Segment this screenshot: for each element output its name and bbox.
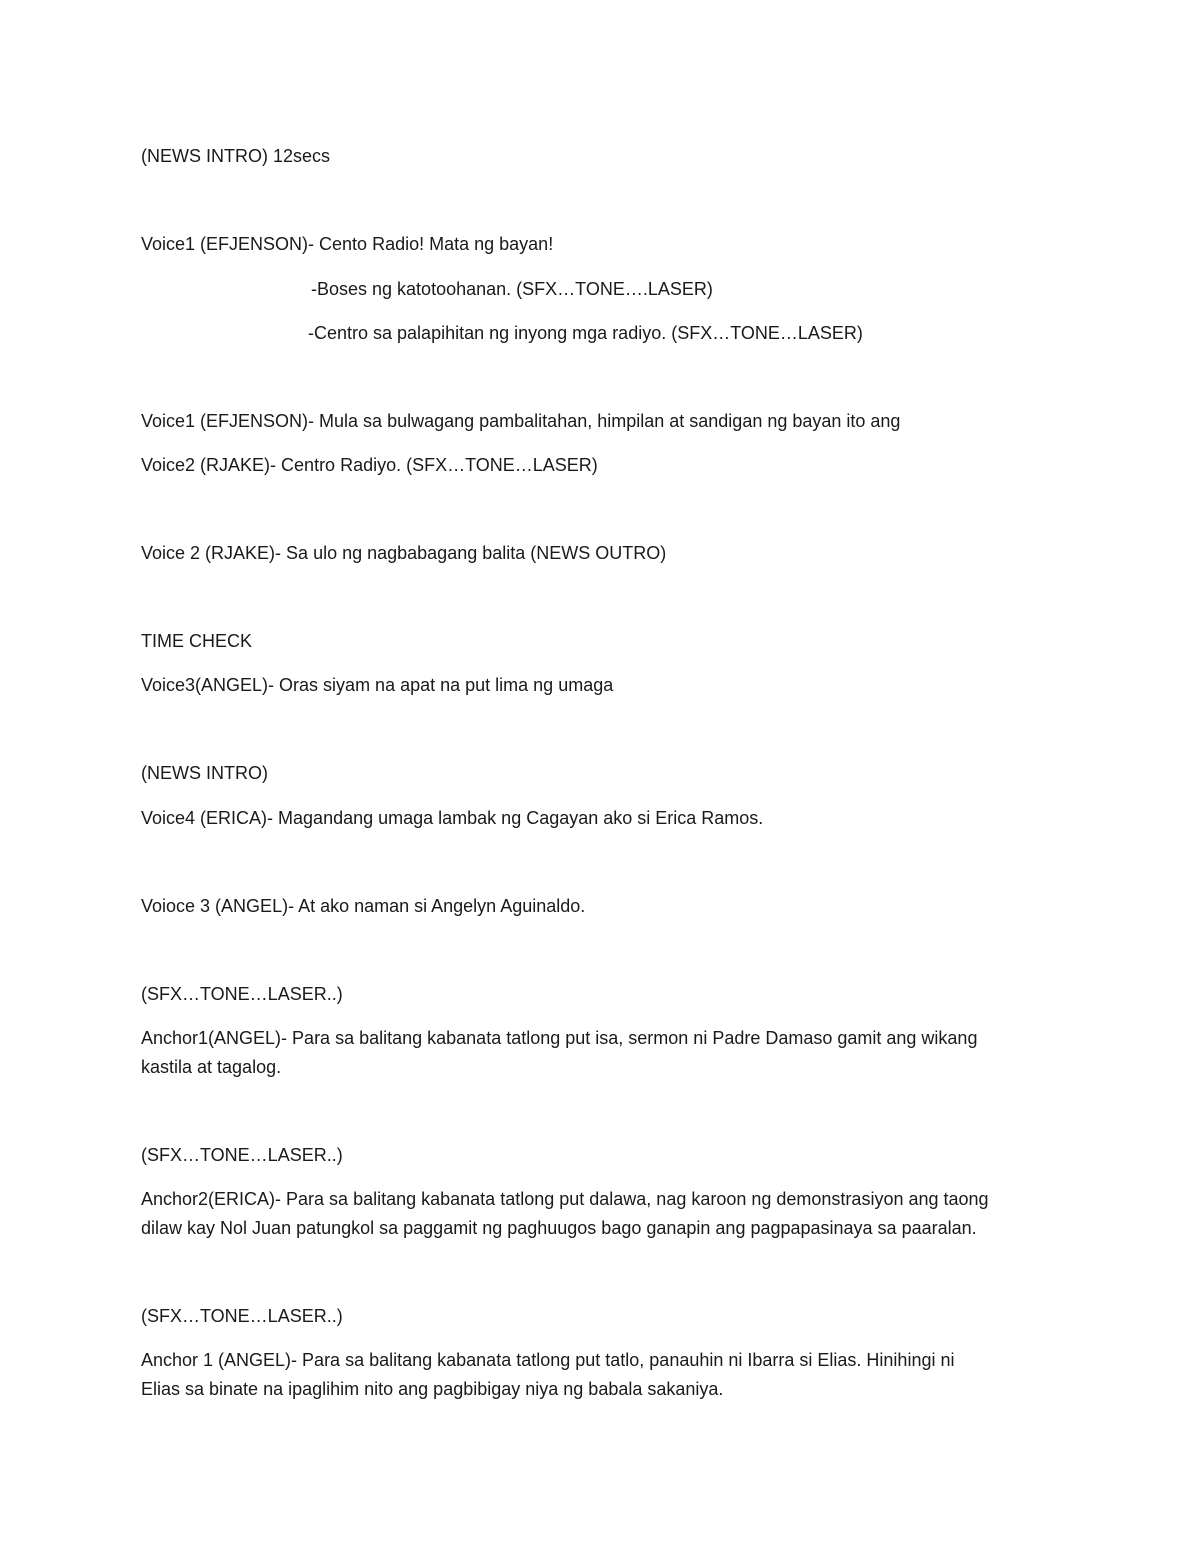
script-line-voice2: Voice2 (RJAKE)- Centro Radiyo. (SFX…TONE…LASER) <box>141 455 598 475</box>
script-line-voice1-cont2: -Centro sa palapihitan ng inyong mga radiyo. (SFX…TONE…LASER) <box>308 323 863 343</box>
anchor1-line: Anchor1(ANGEL)- Para sa balitang kabanata tatlong put isa, sermon ni Padre Damaso gamit ang wikang <box>141 1028 978 1048</box>
script-line-voice3: Voice3(ANGEL)- Oras siyam na apat na put lima ng umaga <box>141 675 614 695</box>
sfx-cue: (SFX…TONE…LASER..) <box>141 984 343 1004</box>
anchor1-line-cont: kastila at tagalog. <box>141 1057 282 1077</box>
script-line-voice1: Voice1 (EFJENSON)- Cento Radio! Mata ng bayan! <box>141 234 554 254</box>
script-line-voice3-b: Voioce 3 (ANGEL)- At ako naman si Angelyn Aguinaldo. <box>141 896 586 916</box>
script-line-voice2-b: Voice 2 (RJAKE)- Sa ulo ng nagbabagang balita (NEWS OUTRO) <box>141 543 667 563</box>
sfx-cue-2: (SFX…TONE…LASER..) <box>141 1145 343 1165</box>
news-intro-heading-2: (NEWS INTRO) <box>141 763 268 783</box>
script-line-voice1-b: Voice1 (EFJENSON)- Mula sa bulwagang pambalitahan, himpilan at sandigan ng bayan ito ang <box>141 411 901 431</box>
anchor2-line-cont: dilaw kay Nol Juan patungkol sa paggamit ng paghuugos bago ganapin ang pagpapasinaya sa paaralan. <box>141 1218 977 1238</box>
anchor1-line-b: Anchor 1 (ANGEL)- Para sa balitang kabanata tatlong put tatlo, panauhin ni Ibarra si Elias. Hinihingi ni <box>141 1350 955 1370</box>
time-check-heading: TIME CHECK <box>141 631 253 651</box>
anchor1-line-b-cont: Elias sa binate na ipaglihim nito ang pagbibigay niya ng babala sakaniya. <box>141 1379 724 1399</box>
anchor2-line: Anchor2(ERICA)- Para sa balitang kabanata tatlong put dalawa, nag karoon ng demonstrasiyon ang taong <box>141 1189 989 1209</box>
script-line-voice4: Voice4 (ERICA)- Magandang umaga lambak ng Cagayan ako si Erica Ramos. <box>141 808 764 828</box>
script-line-voice1-cont: -Boses ng katotoohanan. (SFX…TONE….LASER) <box>311 279 713 299</box>
sfx-cue-3: (SFX…TONE…LASER..) <box>141 1306 343 1326</box>
news-intro-heading: (NEWS INTRO) 12secs <box>141 146 331 166</box>
